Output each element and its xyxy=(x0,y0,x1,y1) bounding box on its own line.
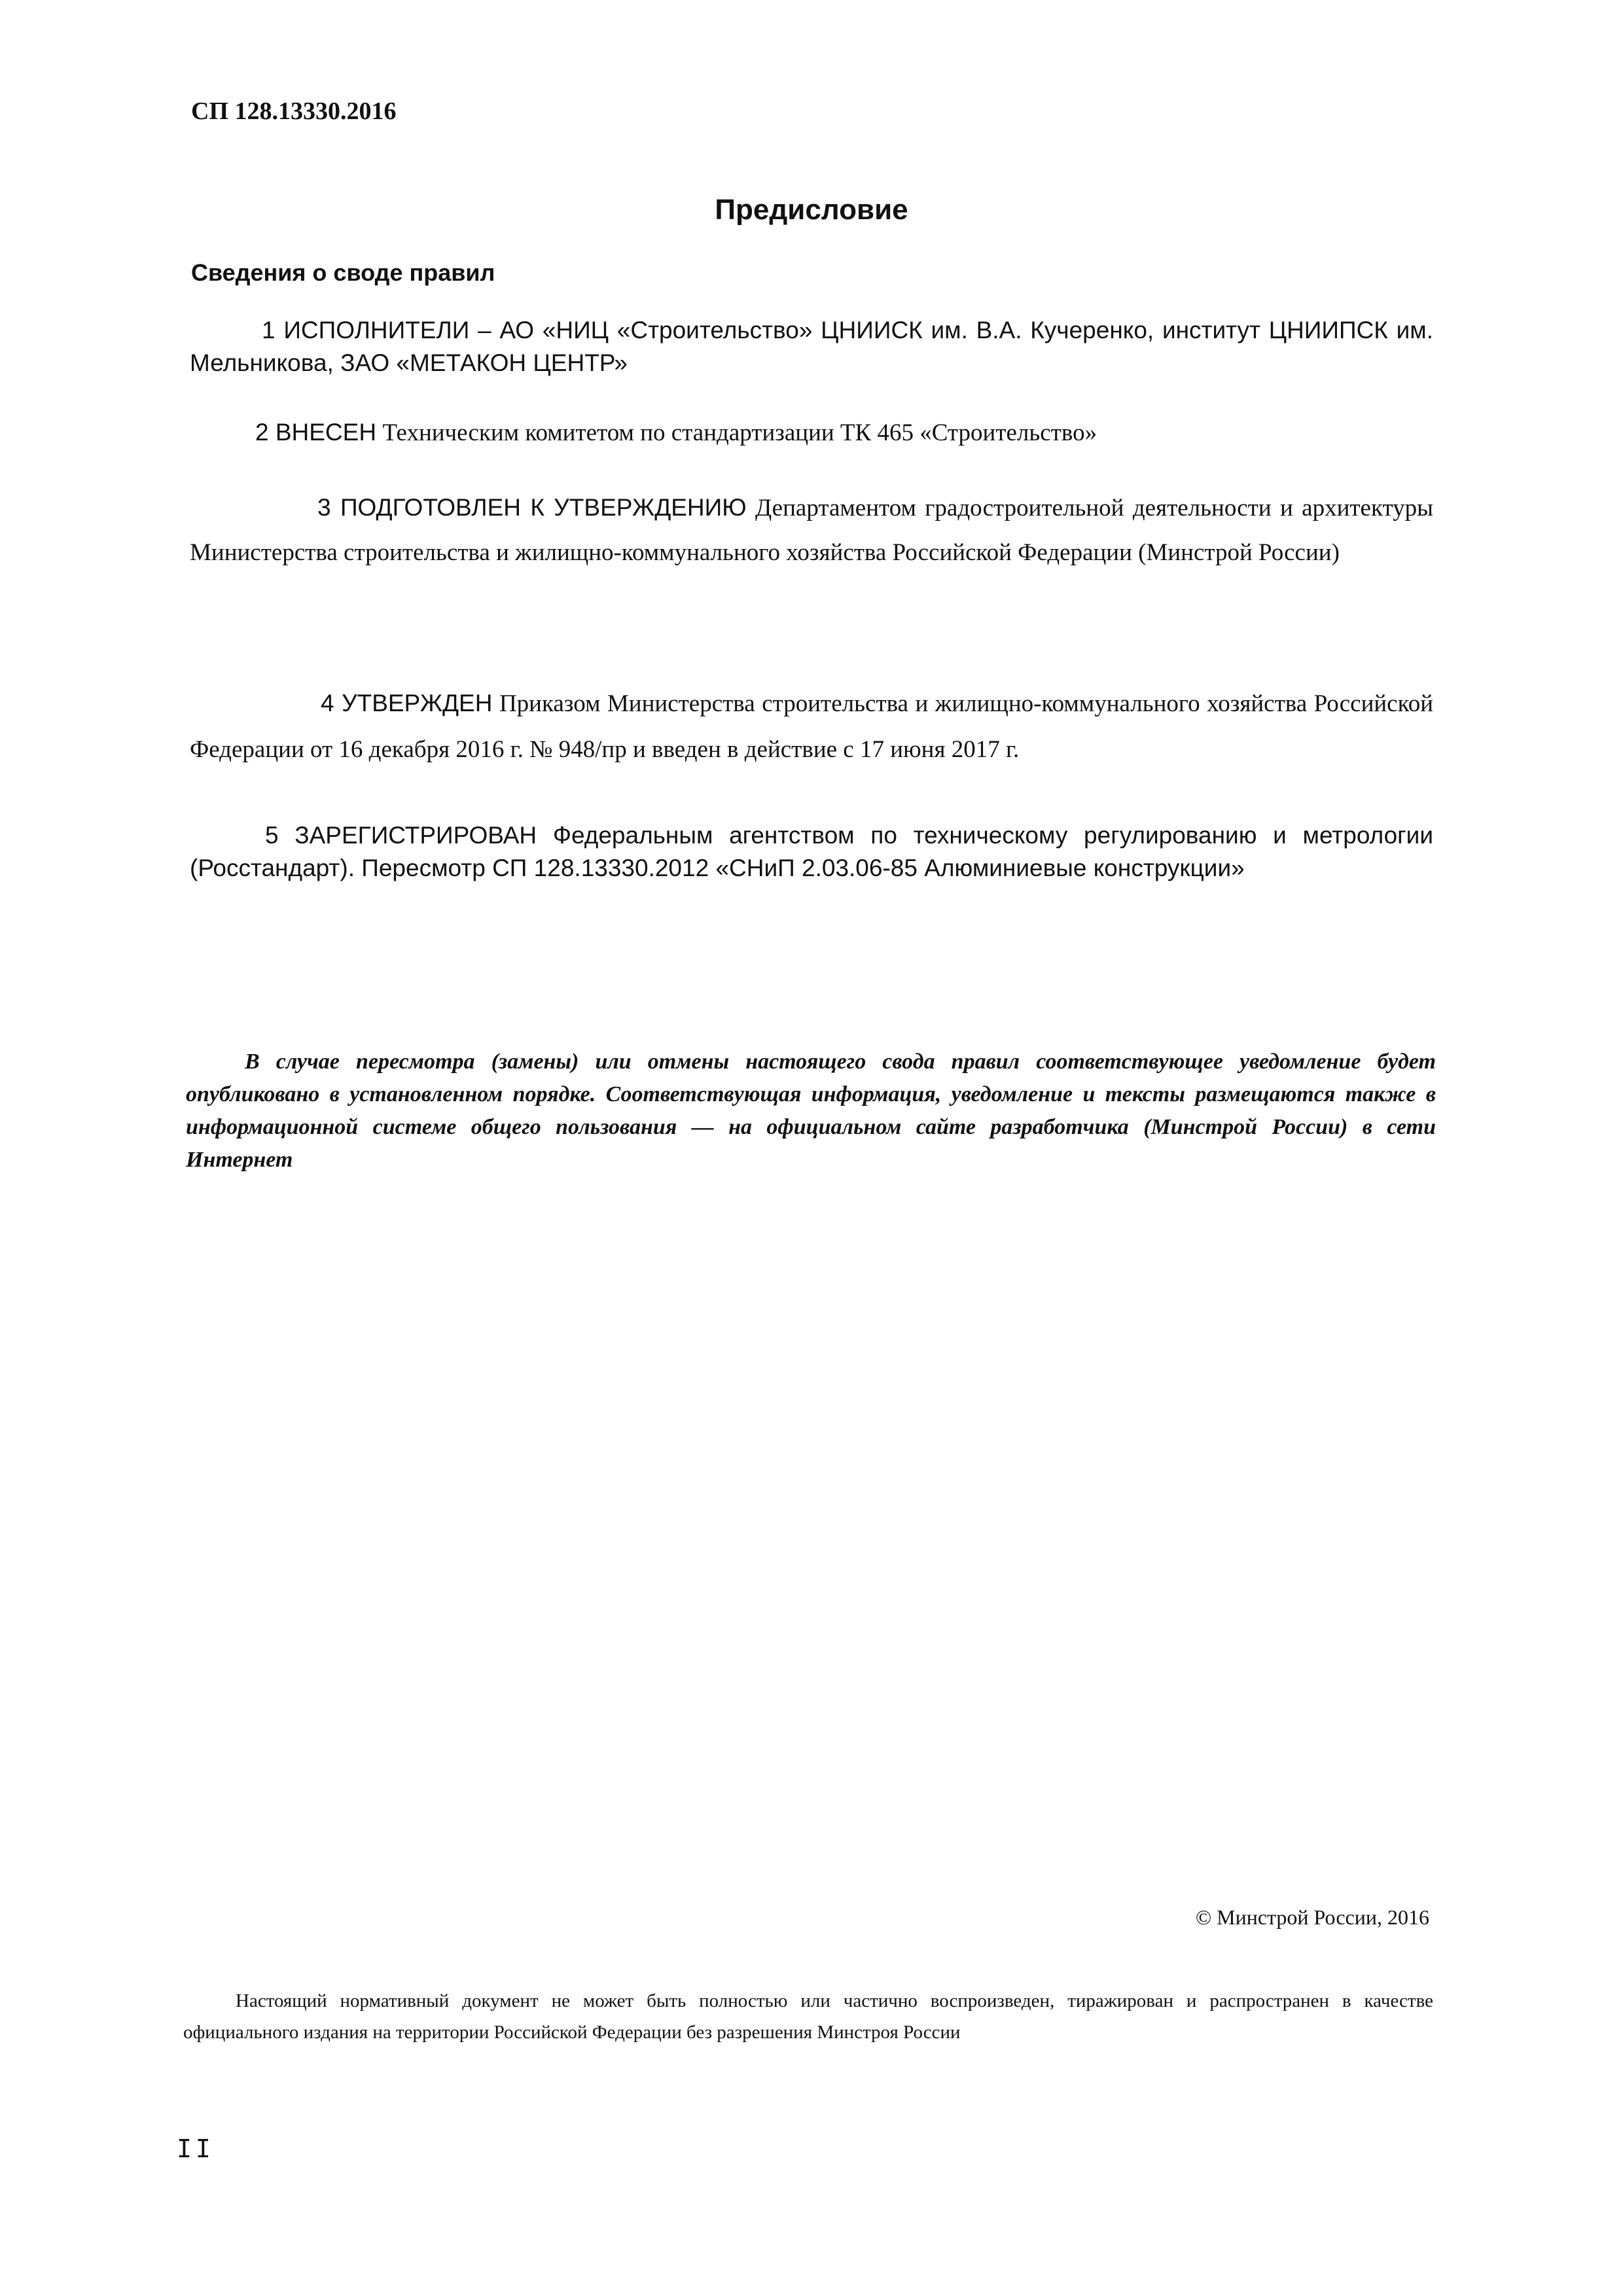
preface-item-performers xyxy=(190,314,1433,380)
preface-item-approved xyxy=(190,680,1433,773)
page-title: Предисловие xyxy=(715,194,908,226)
document-code: СП 128.13330.2016 xyxy=(191,97,397,125)
reproduction-restriction: Настоящий нормативный документ не может быть полностью или частично воспроизведен, тиражирован и распространен в качестве официального издания на территории Российской Федерации без разрешения Минстроя России xyxy=(183,1990,1433,2043)
preface-item-text: Техническим комитетом по стандартизации ТК 465 «Строительство» xyxy=(376,419,1097,446)
preface-item-text: Приказом Министерства строительства и жилищно-коммунального хозяйства Российской Федерации от 16 декабря 2016 г. № 948/пр и введен в действие с 17 июня 2017 г. xyxy=(190,690,1433,763)
preface-item-label: 2 ВНЕСЕН xyxy=(255,419,377,446)
preface-item-label: 4 УТВЕРЖДЕН xyxy=(321,690,493,716)
section-subtitle: Сведения о своде правил xyxy=(191,259,495,286)
preface-item-label: 3 ПОДГОТОВЛЕН К УТВЕРЖДЕНИЮ xyxy=(317,494,747,521)
preface-item-label: 5 ЗАРЕГИСТРИРОВАН xyxy=(265,822,537,849)
revision-notice: В случае пересмотра (замены) или отмены настоящего свода правил соответствующее уведомление будет опубликовано в установленном порядке. Соответствующая информация, уведомление и тексты размещаются также в информационной системе общего пользования — на официальном сайте разработчика (Минстрой России) в сети Интернет xyxy=(186,1050,1436,1172)
preface-item-introduced xyxy=(190,416,1433,450)
preface-item-text: – АО «НИЦ «Строительство» ЦНИИСК им. В.А. Кучеренко, институт ЦНИИПСК им. Мельникова, ЗАО «МЕТАКОН ЦЕНТР» xyxy=(190,317,1433,376)
preface-item-prepared xyxy=(190,486,1433,575)
preface-item-registered xyxy=(190,819,1433,885)
copyright-line: © Минстрой России, 2016 xyxy=(1195,1905,1429,1929)
preface-item-text: Федеральным агентством по техническому регулированию и метрологии (Росстандарт). Пересмотр СП 128.13330.2012 «СНиП 2.03.06-85 Алюминиевые конструкции» xyxy=(190,822,1434,881)
preface-item-label: 1 ИСПОЛНИТЕЛИ xyxy=(262,317,470,344)
page-number: II xyxy=(177,2134,215,2163)
preface-item-text: Департаментом градостроительной деятельности и архитектуры Министерства строительства и жилищно-коммунального хозяйства Российской Федерации (Минстрой России) xyxy=(190,495,1433,566)
